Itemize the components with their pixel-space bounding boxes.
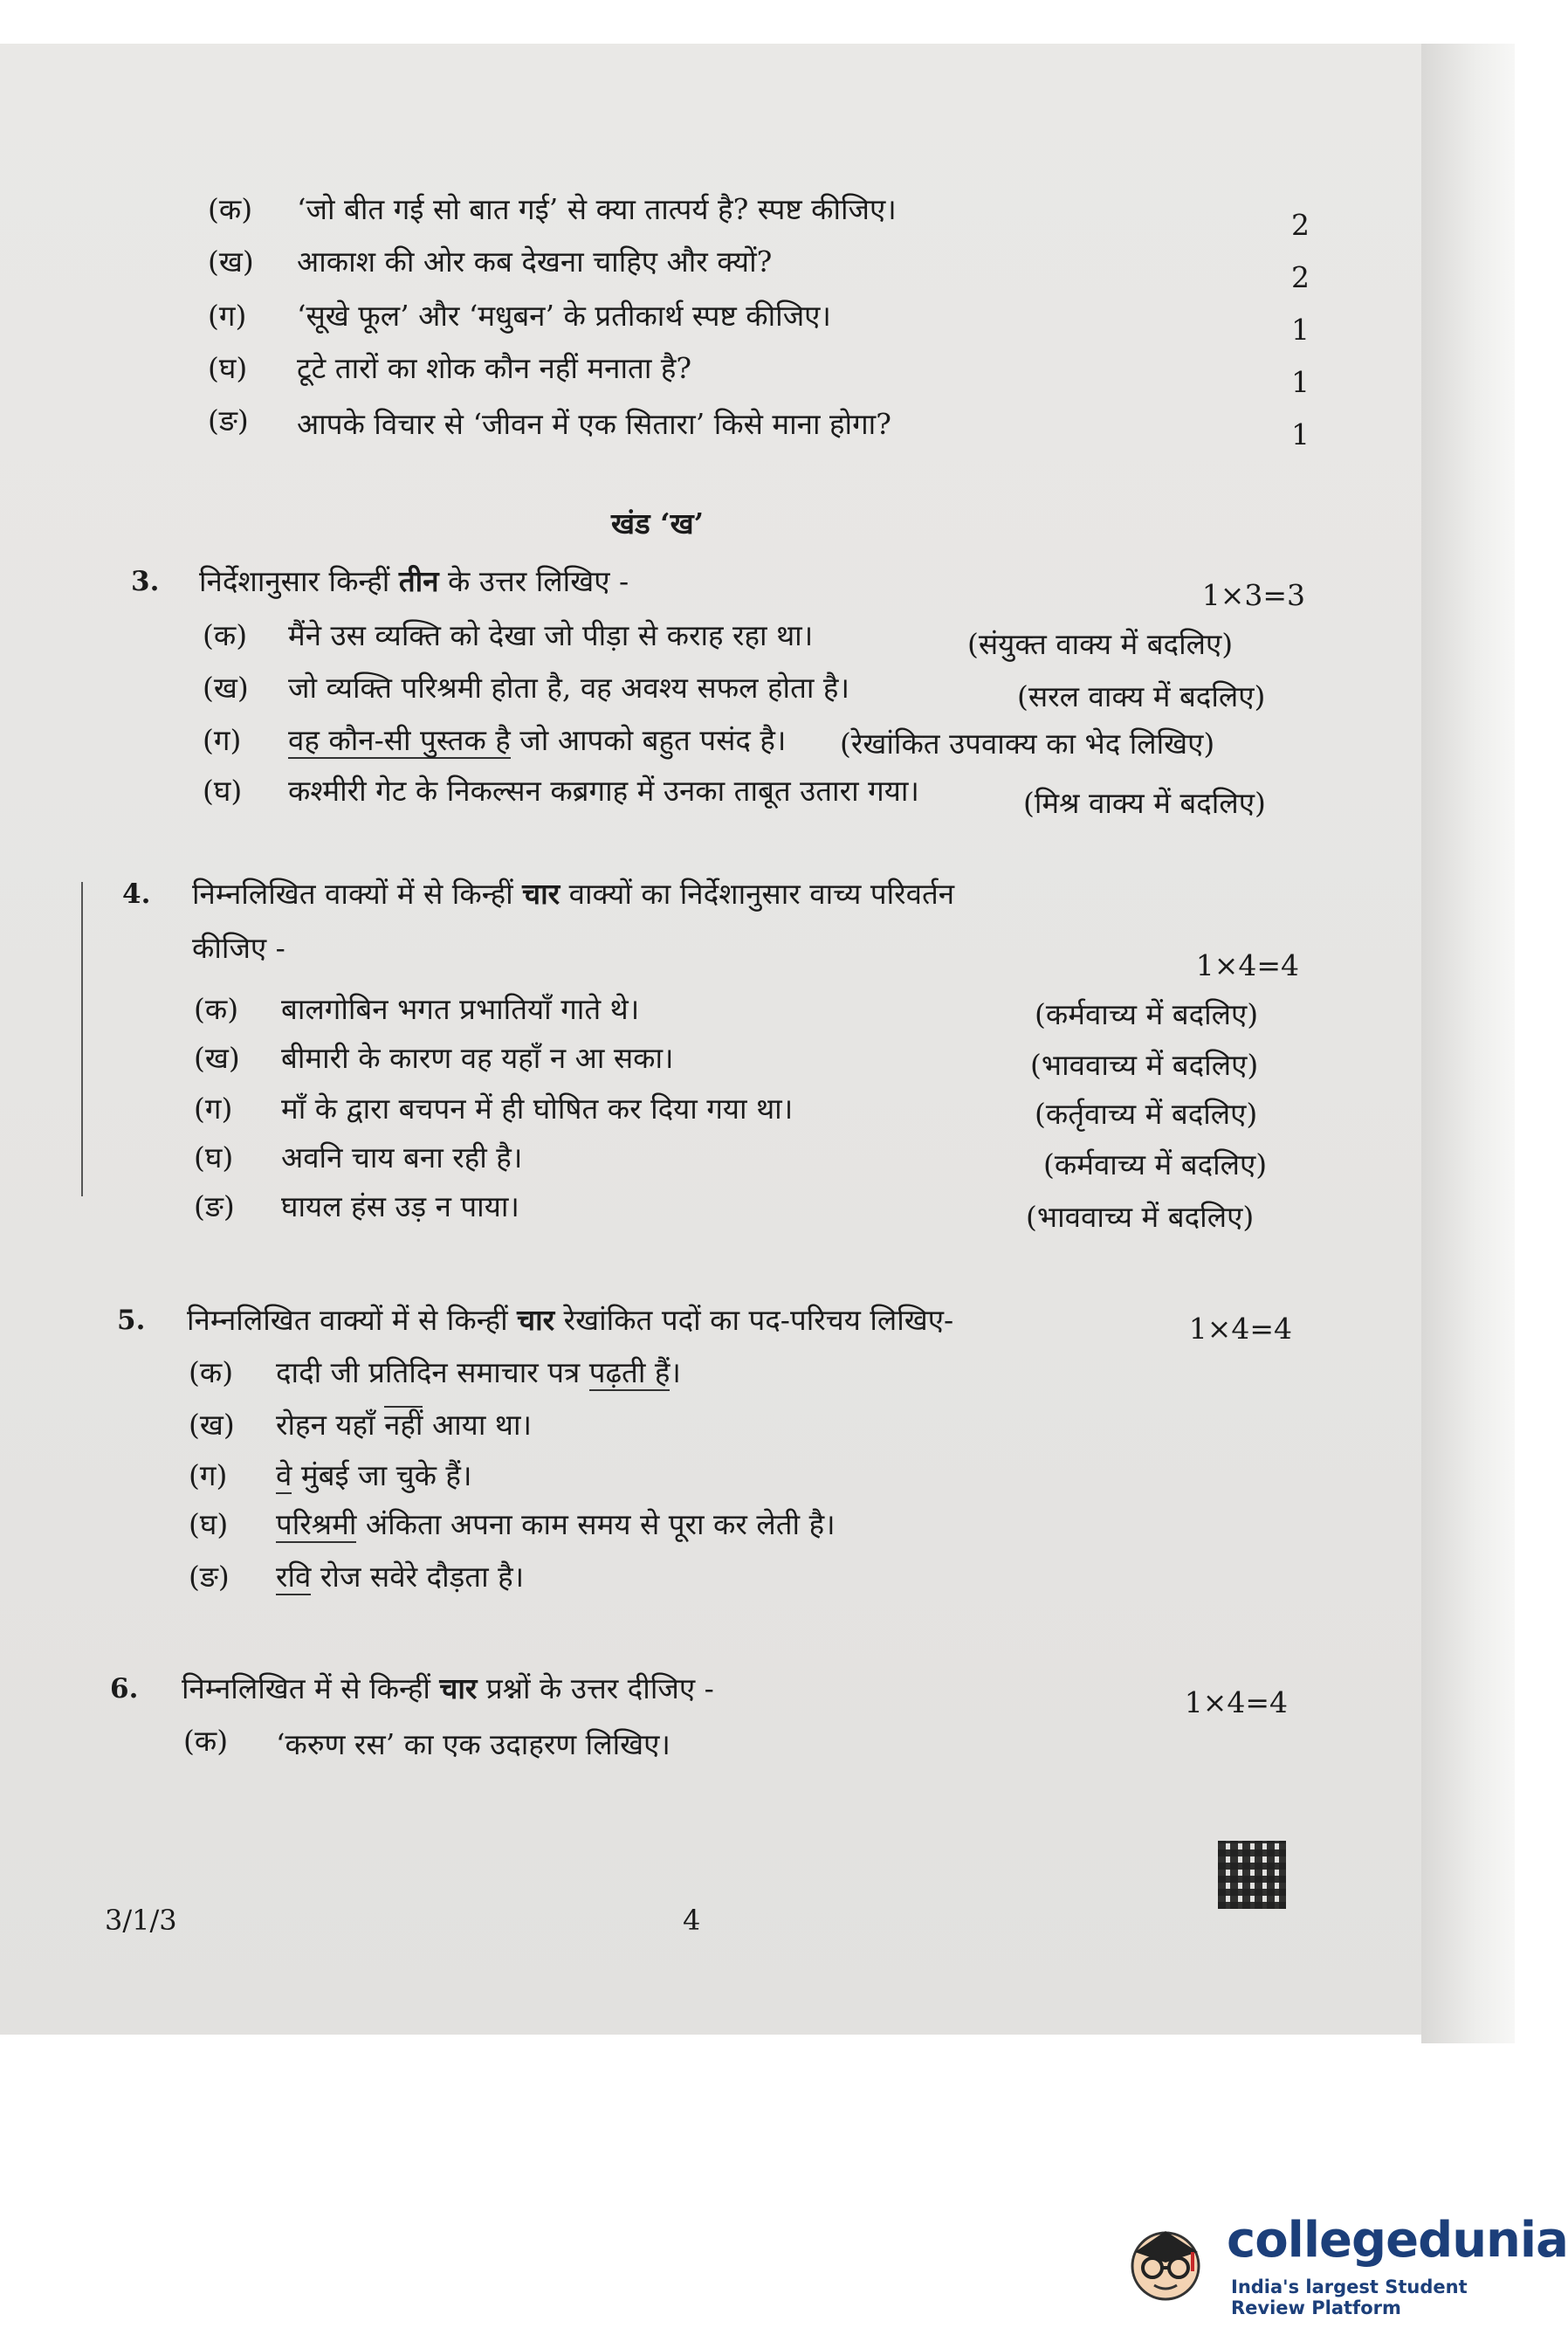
student-mascot-icon: [1118, 2212, 1214, 2308]
list-label: (ङ): [189, 1560, 230, 1594]
instruction: (सरल वाक्य में बदलिए): [1017, 679, 1266, 713]
list-label: (ख): [189, 1408, 235, 1442]
list-item: माँ के द्वारा बचपन में ही घोषित कर दिया गया था।: [281, 1092, 794, 1126]
paper-code: 3/1/3: [105, 1904, 177, 1937]
question-number: 4.: [122, 878, 151, 910]
collegedunia-logo[interactable]: [1118, 2205, 1568, 2318]
list-label: (ङ): [194, 1189, 235, 1223]
instruction: (भाववाच्य में बदलिए): [1030, 1048, 1259, 1082]
list-label: (ग): [203, 723, 242, 757]
marks: 1×4=4: [1195, 948, 1299, 982]
marks: 1×3=3: [1201, 578, 1305, 612]
marks: 1×4=4: [1188, 1312, 1292, 1346]
list-label: (घ): [203, 774, 243, 808]
list-item: मैंने उस व्यक्ति को देखा जो पीड़ा से कराह रहा था।: [288, 618, 814, 652]
list-item: टूटे तारों का शोक कौन नहीं मनाता है?: [297, 351, 692, 385]
question-intro: निम्नलिखित वाक्यों में से किन्हीं चार रेखांकित पदों का पद-परिचय लिखिए-: [187, 1303, 954, 1337]
list-item: वह कौन-सी पुस्तक है जो आपको बहुत पसंद है।: [288, 723, 787, 757]
list-label: (क): [203, 618, 248, 652]
list-label: (ख): [203, 671, 249, 705]
list-label: (ख): [194, 1041, 240, 1075]
list-label: (घ): [189, 1507, 229, 1541]
page-number: 4: [683, 1904, 701, 1937]
marks: 1: [1291, 313, 1310, 347]
question-intro: निम्नलिखित में से किन्हीं चार प्रश्नों के उत्तर दीजिए -: [182, 1671, 714, 1705]
list-item: अवनि चाय बना रही है।: [281, 1140, 523, 1174]
list-label: (ग): [208, 299, 247, 333]
list-item: रोहन यहाँ नहीं आया था।: [276, 1408, 533, 1442]
list-item: कश्मीरी गेट के निकल्सन कब्रगाह में उनका ताबूत उतारा गया।: [288, 774, 919, 808]
question-intro-continued: कीजिए -: [192, 931, 285, 965]
instruction: (संयुक्त वाक्य में बदलिए): [967, 627, 1234, 661]
question-number: 6.: [110, 1673, 139, 1705]
list-item: आकाश की ओर कब देखना चाहिए और क्यों?: [297, 245, 773, 279]
list-item: आपके विचार से ‘जीवन में एक सितारा’ किसे माना होगा?: [297, 407, 891, 441]
question-number: 3.: [131, 566, 160, 597]
section-heading: खंड ‘ख’: [611, 506, 705, 541]
instruction: (कर्तृवाच्य में बदलिए): [1035, 1097, 1258, 1131]
list-item: घायल हंस उड़ न पाया।: [281, 1189, 519, 1223]
list-label: (ख): [208, 245, 254, 279]
list-item: बीमारी के कारण वह यहाँ न आ सका।: [281, 1041, 674, 1075]
instruction: (भाववाच्य में बदलिए): [1026, 1200, 1255, 1234]
margin-line: [81, 882, 83, 1196]
brand-tagline: India's largest Student Review Platform: [1231, 2276, 1468, 2318]
marks: 1×4=4: [1184, 1685, 1288, 1719]
list-item: जो व्यक्ति परिश्रमी होता है, वह अवश्य सफल होता है।: [288, 671, 849, 705]
list-label: (क): [194, 992, 239, 1026]
list-item: ‘करुण रस’ का एक उदाहरण लिखिए।: [276, 1727, 671, 1761]
list-item: दादी जी प्रतिदिन समाचार पत्र पढ़ती हैं।: [276, 1355, 681, 1389]
list-item: बालगोबिन भगत प्रभातियाँ गाते थे।: [281, 992, 640, 1026]
instruction: (कर्मवाच्य में बदलिए): [1043, 1147, 1268, 1181]
marks: 1: [1291, 417, 1310, 451]
question-number: 5.: [117, 1305, 146, 1336]
brand-name: collegedunia: [1227, 2212, 1568, 2269]
list-item: ‘जो बीत गई सो बात गई’ से क्या तात्पर्य है? स्पष्ट कीजिए।: [297, 192, 897, 226]
question-intro: निर्देशानुसार किन्हीं तीन के उत्तर लिखिए -: [199, 564, 629, 598]
page-edge-shadow: [1421, 44, 1515, 2043]
marks: 2: [1291, 260, 1310, 294]
list-label: (घ): [194, 1140, 234, 1174]
list-item: ‘सूखे फूल’ और ‘मधुबन’ के प्रतीकार्थ स्पष्ट कीजिए।: [297, 299, 831, 333]
marks: 1: [1291, 365, 1310, 399]
question-intro: निम्नलिखित वाक्यों में से किन्हीं चार वाक्यों का निर्देशानुसार वाच्य परिवर्तन: [192, 877, 955, 911]
instruction: (मिश्र वाक्य में बदलिए): [1023, 786, 1266, 820]
list-label: (क): [208, 192, 253, 226]
instruction: (कर्मवाच्य में बदलिए): [1035, 997, 1259, 1031]
instruction: (रेखांकित उपवाक्य का भेद लिखिए): [840, 727, 1215, 761]
list-item: वे मुंबई जा चुके हैं।: [276, 1458, 472, 1492]
list-item: रवि रोज सवेरे दौड़ता है।: [276, 1560, 525, 1594]
list-item: परिश्रमी अंकिता अपना काम समय से पूरा कर लेती है।: [276, 1507, 836, 1541]
list-label: (क): [183, 1724, 229, 1758]
list-label: (ङ): [208, 403, 249, 437]
list-label: (क): [189, 1355, 234, 1389]
list-label: (घ): [208, 351, 248, 385]
list-label: (ग): [194, 1092, 233, 1126]
marks: 2: [1291, 208, 1310, 242]
qr-code-icon: [1218, 1841, 1286, 1909]
list-label: (ग): [189, 1458, 228, 1492]
